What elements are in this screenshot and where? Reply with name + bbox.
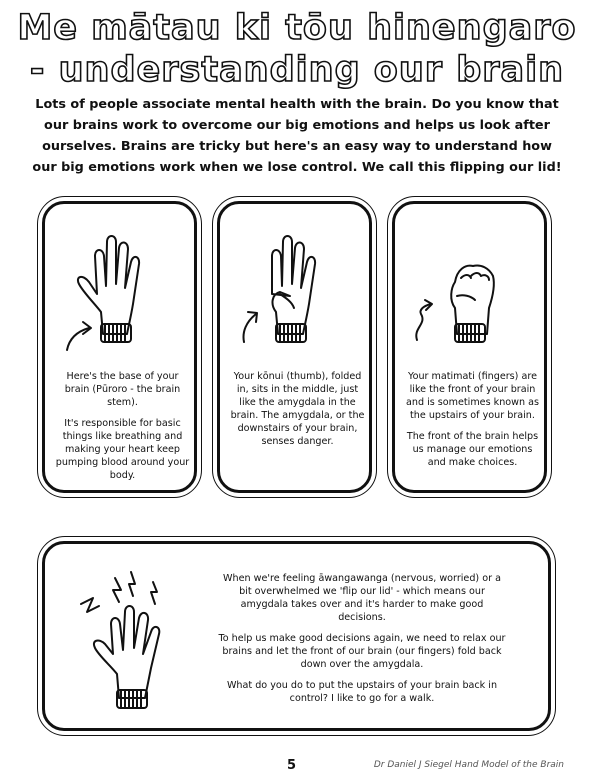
card-3-text [403, 370, 542, 477]
thumb-folded-hand-icon [220, 212, 370, 372]
card-1-para-1: Here's the base of your brain (Pūroro - the brain stem). [64, 371, 181, 408]
footer-credit: Dr Daniel J Siegel Hand Model of the Brain [373, 760, 564, 770]
intro-paragraph: Lots of people associate mental health with the brain. Do you know that our brains work to overcome our big emotions and helps us look after ourselves. Brains are tricky but here's an easy way to understand how our big emotions work when we lose control. We call this flipping our lid! [32, 97, 562, 175]
arrow-icon [61, 316, 101, 356]
lightning-icon [151, 582, 157, 604]
page-number: 5 [287, 758, 297, 773]
card-2-text [228, 370, 367, 456]
bottom-para-2: To help us make good decisions again, we need to relax our brains and let the front of our brain (our fingers) fold back down over the amygdala. [218, 633, 506, 670]
card-1-para-2: It's responsible for basic things like breathing and making your heart keep pumping blood around your body. [55, 418, 190, 481]
card-3-para-1: Your matimati (fingers) are like the front of your brain and is sometimes known as the upstairs of your brain. [405, 371, 539, 421]
card-2 [217, 201, 372, 493]
bottom-card [42, 541, 551, 731]
fist-hand-icon [395, 212, 545, 372]
lightning-icon [113, 578, 121, 602]
bottom-card-text [217, 572, 507, 713]
lightning-icon [129, 572, 135, 596]
arrow-icon [409, 298, 449, 344]
bottom-para-3: What do you do to put the upstairs of your brain back in control? I like to go for a walk. [226, 680, 498, 704]
card-3-para-2: The front of the brain helps us manage our emotions and make choices. [406, 431, 539, 468]
card-1-text [53, 370, 192, 490]
page-title-line-1: Me mātau ki tōu hinengaro [17, 8, 577, 48]
page-title-line-2: - understanding our brain [29, 50, 565, 90]
flipped-lid-hand-icon [69, 558, 219, 728]
card-2-para-1: Your kōnui (thumb), folded in, sits in the middle, just like the amygdala in the brain. The amygdala, or the downstairs of your brain, senses danger. [230, 371, 365, 447]
arrow-icon [236, 306, 276, 346]
card-1 [42, 201, 197, 493]
bottom-para-1: When we're feeling āwangawanga (nervous, worried) or a bit overwhelmed we 'flip our lid' - which means our amygdala takes over and it's harder to make good decisions. [223, 573, 501, 623]
lightning-icon [81, 598, 99, 612]
card-3 [392, 201, 547, 493]
